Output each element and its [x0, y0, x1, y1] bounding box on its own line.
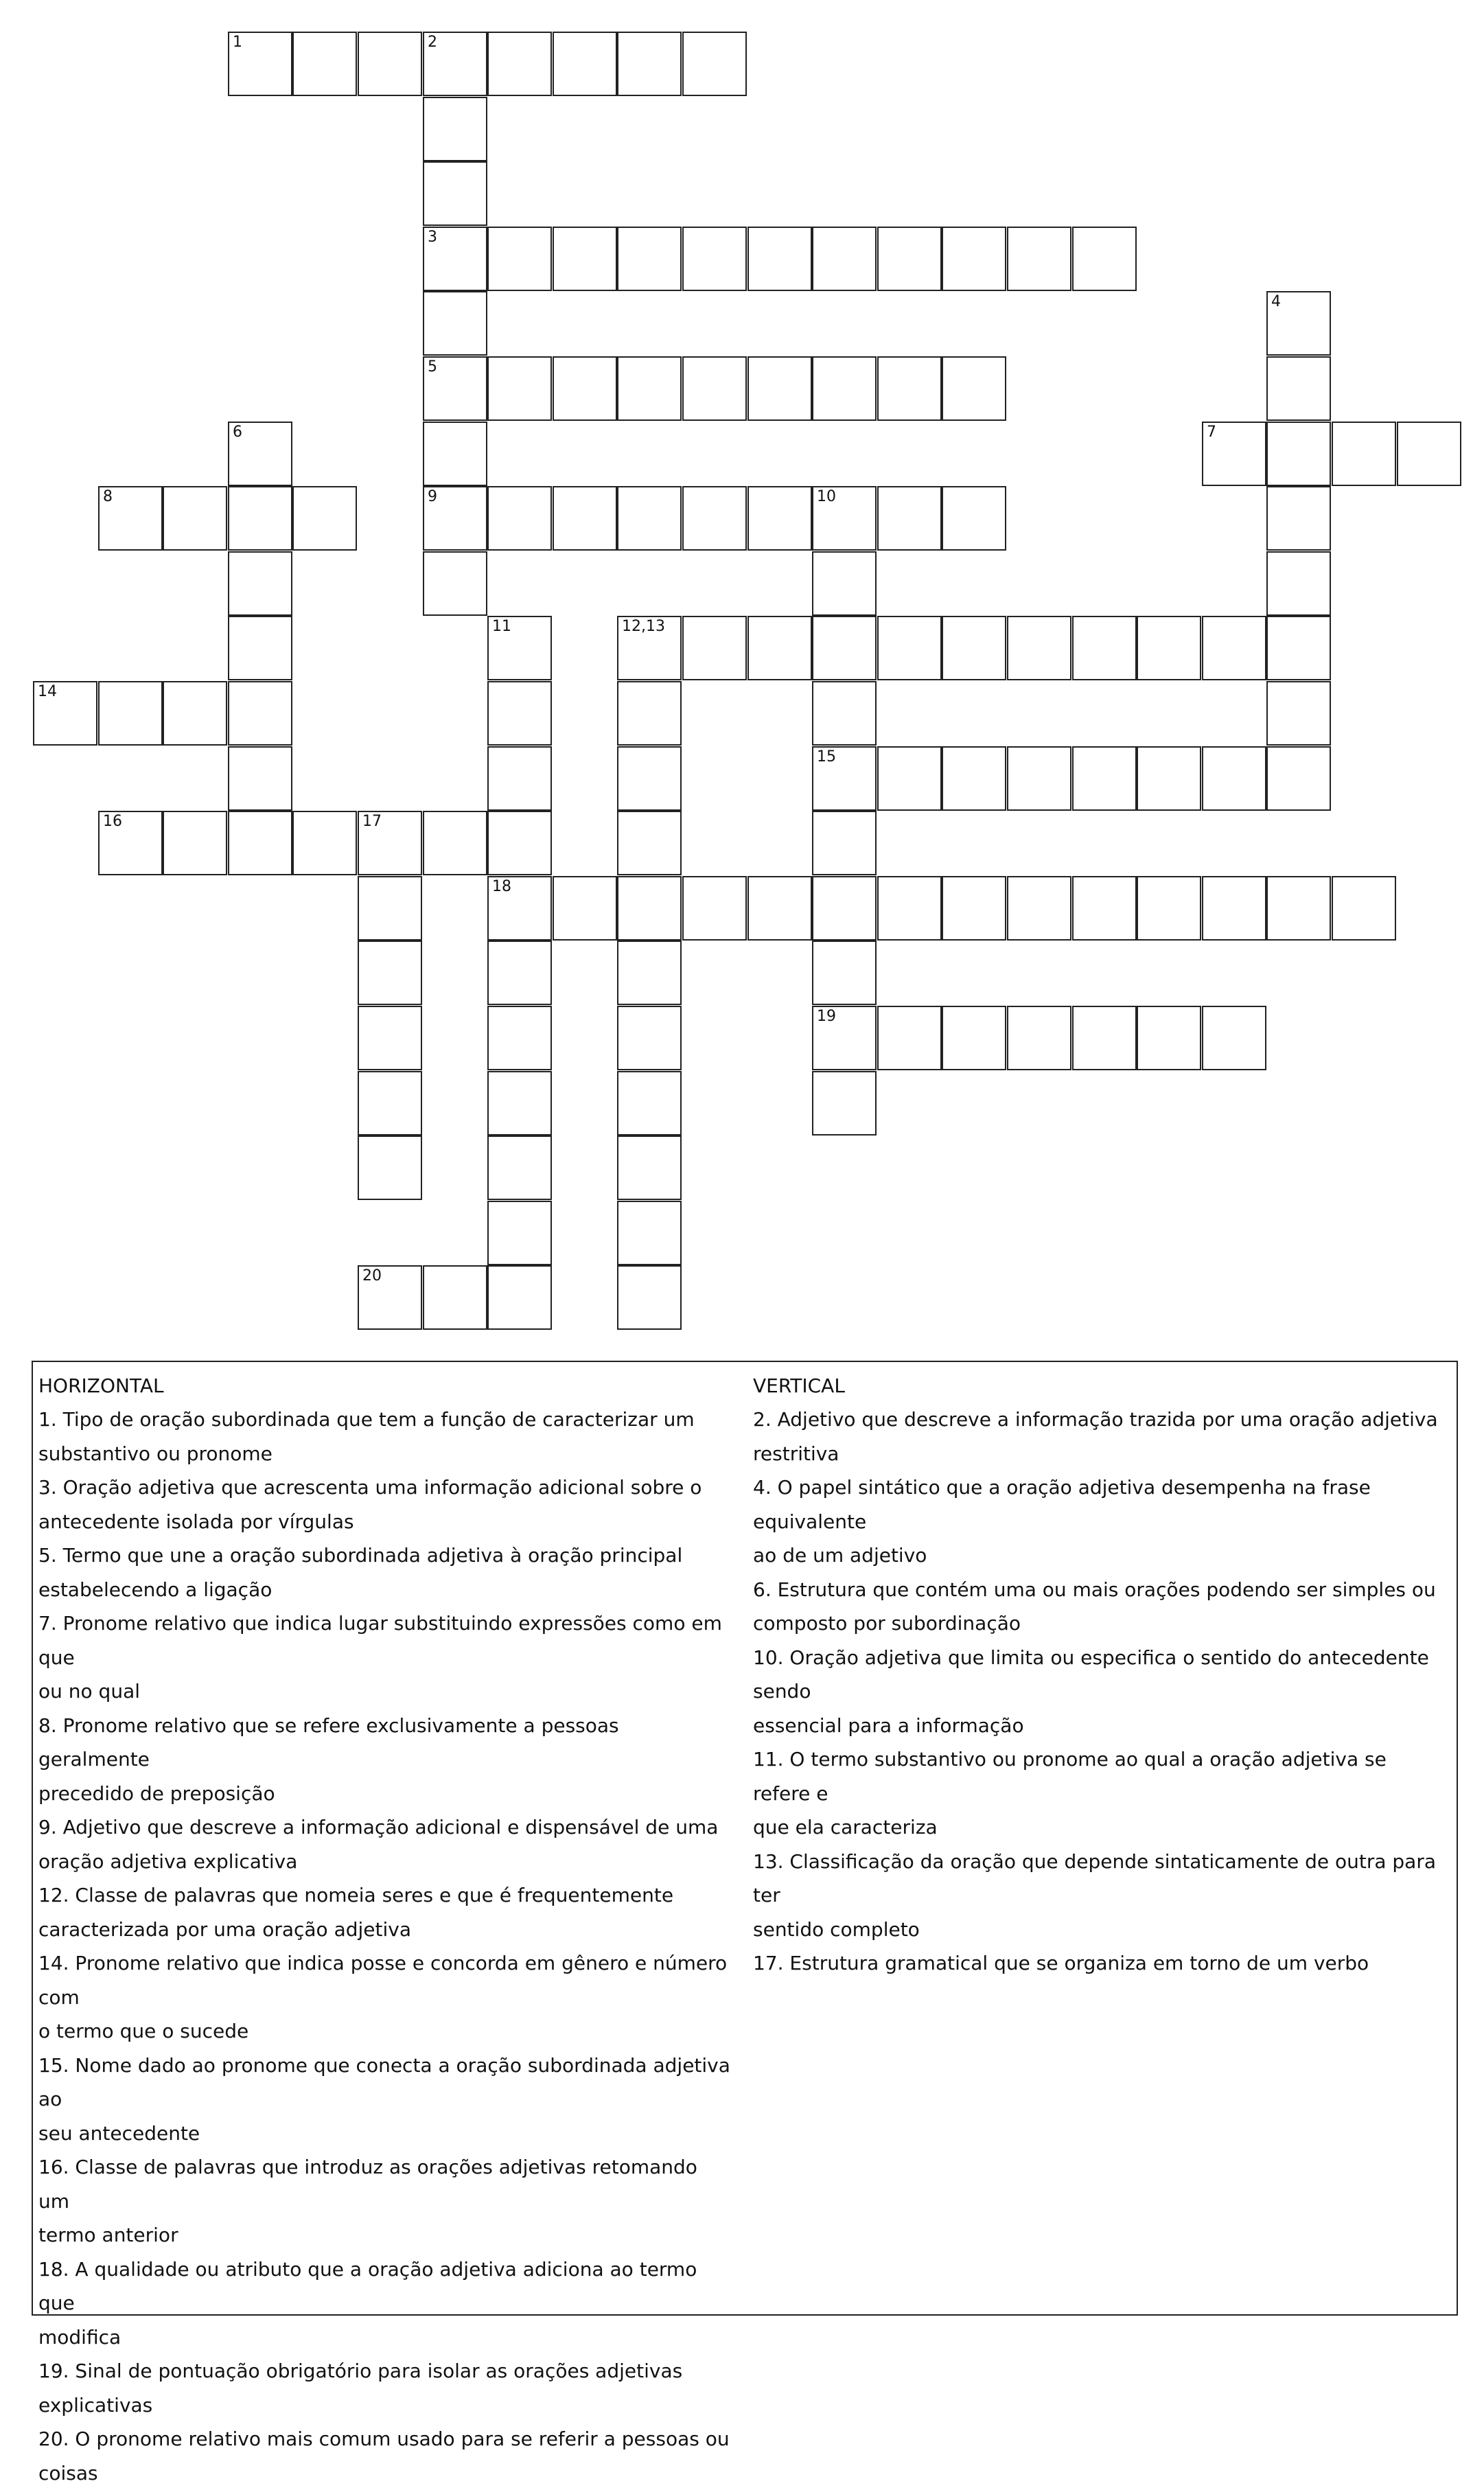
grid-cell[interactable] [942, 486, 1006, 551]
vertical-title: VERTICAL [753, 1369, 1446, 1403]
grid-cell[interactable] [617, 746, 682, 811]
grid-cell[interactable] [942, 746, 1006, 811]
grid-cell[interactable] [1007, 746, 1071, 811]
grid-cell[interactable] [617, 1201, 682, 1265]
grid-cell[interactable] [358, 811, 422, 875]
grid-cell[interactable] [423, 811, 487, 875]
clue-line: 2. Adjetivo que descreve a informação trazida por uma oração adjetiva [753, 1403, 1446, 1437]
grid-cell[interactable] [942, 876, 1006, 941]
grid-cell[interactable] [423, 97, 487, 161]
clue-number: 5 [428, 360, 437, 375]
grid-cell[interactable] [487, 681, 552, 746]
grid-cell[interactable] [1397, 422, 1461, 486]
clue-line: 12. Classe de palavras que nomeia seres e que é frequentemente [38, 1878, 732, 1913]
clue-line: restritiva [753, 1437, 1446, 1471]
grid-cell[interactable] [423, 1265, 487, 1330]
grid-cell[interactable] [358, 32, 422, 96]
clue-line: coisas [38, 2456, 732, 2490]
clue-line: ou no qual [38, 1674, 732, 1709]
grid-cell[interactable] [747, 876, 812, 941]
clue-number: 9 [428, 489, 437, 505]
grid-cell[interactable] [228, 551, 292, 616]
clue-line: 16. Classe de palavras que introduz as orações adjetivas retomando um [38, 2150, 732, 2218]
clue-line: 20. O pronome relativo mais comum usado para se referir a pessoas ou [38, 2422, 732, 2456]
clues-box [32, 1361, 1458, 2316]
clue-number: 10 [817, 489, 836, 505]
grid-cell[interactable] [423, 422, 487, 486]
grid-cell[interactable] [1266, 551, 1331, 616]
grid-cell[interactable] [228, 422, 292, 486]
grid-cell[interactable] [1137, 616, 1201, 680]
grid-cell[interactable] [812, 616, 877, 680]
grid-cell[interactable] [1202, 1006, 1266, 1070]
grid-cell[interactable] [812, 941, 877, 1005]
grid-cell[interactable] [487, 32, 552, 96]
grid-cell[interactable] [812, 746, 877, 811]
grid-cell[interactable] [228, 616, 292, 680]
grid-cell[interactable] [617, 1006, 682, 1070]
grid-cell[interactable] [553, 356, 617, 421]
clue-line: essencial para a informação [753, 1709, 1446, 1743]
grid-cell[interactable] [228, 681, 292, 746]
clue-line: 15. Nome dado ao pronome que conecta a oração subordinada adjetiva ao [38, 2049, 732, 2117]
clue-line: modifica [38, 2320, 732, 2355]
clue-number: 6 [233, 425, 242, 440]
grid-cell[interactable] [877, 227, 942, 291]
grid-cell[interactable] [487, 941, 552, 1005]
grid-cell[interactable] [1266, 681, 1331, 746]
grid-cell[interactable] [358, 1071, 422, 1136]
grid-cell[interactable] [1266, 876, 1331, 941]
grid-cell[interactable] [812, 1071, 877, 1136]
grid-cell[interactable] [423, 32, 487, 96]
clue-line: 14. Pronome relativo que indica posse e concorda em gênero e número com [38, 1946, 732, 2014]
grid-cell[interactable] [487, 811, 552, 875]
grid-cell[interactable] [487, 746, 552, 811]
clue-number: 14 [38, 684, 57, 700]
grid-cell[interactable] [1266, 356, 1331, 421]
grid-cell[interactable] [487, 1136, 552, 1200]
clue-line: explicativas [38, 2388, 732, 2423]
clue-number: 19 [817, 1009, 836, 1024]
grid-cell[interactable] [1266, 616, 1331, 680]
grid-cell[interactable] [487, 486, 552, 551]
grid-cell[interactable] [682, 356, 747, 421]
grid-cell[interactable] [617, 876, 682, 941]
clue-line: 13. Classificação da oração que depende sintaticamente de outra para ter [753, 1845, 1446, 1913]
grid-cell[interactable] [98, 811, 163, 875]
clue-line: sentido completo [753, 1913, 1446, 1947]
grid-cell[interactable] [228, 811, 292, 875]
clue-line: 9. Adjetivo que descreve a informação adicional e dispensável de uma [38, 1810, 732, 1845]
grid-cell[interactable] [487, 1071, 552, 1136]
grid-cell[interactable] [423, 356, 487, 421]
clue-line: 18. A qualidade ou atributo que a oração adjetiva adiciona ao termo que [38, 2252, 732, 2320]
grid-cell[interactable] [292, 486, 357, 551]
grid-cell[interactable] [487, 356, 552, 421]
clue-number: 11 [492, 619, 511, 634]
grid-cell[interactable] [1072, 876, 1137, 941]
grid-cell[interactable] [877, 486, 942, 551]
grid-cell[interactable] [877, 616, 942, 680]
grid-cell[interactable] [1266, 746, 1331, 811]
grid-cell[interactable] [682, 227, 747, 291]
grid-cell[interactable] [553, 486, 617, 551]
grid-cell[interactable] [163, 811, 227, 875]
grid-cell[interactable] [1332, 876, 1396, 941]
grid-cell[interactable] [553, 227, 617, 291]
grid-cell[interactable] [617, 1136, 682, 1200]
grid-cell[interactable] [812, 811, 877, 875]
grid-cell[interactable] [487, 616, 552, 680]
clue-number: 16 [103, 814, 122, 829]
grid-cell[interactable] [98, 681, 163, 746]
horizontal-title: HORIZONTAL [38, 1369, 732, 1403]
grid-cell[interactable] [487, 227, 552, 291]
grid-cell[interactable] [942, 227, 1006, 291]
clue-line: 6. Estrutura que contém uma ou mais orações podendo ser simples ou [753, 1573, 1446, 1607]
grid-cell[interactable] [617, 32, 682, 96]
clue-line: ao de um adjetivo [753, 1538, 1446, 1573]
grid-cell[interactable] [358, 1265, 422, 1330]
grid-cell[interactable] [682, 616, 747, 680]
grid-cell[interactable] [228, 32, 292, 96]
grid-cell[interactable] [812, 1006, 877, 1070]
grid-cell[interactable] [228, 486, 292, 551]
clue-number: 1 [233, 35, 242, 50]
clue-line: seu antecedente [38, 2117, 732, 2151]
grid-cell[interactable] [877, 876, 942, 941]
clue-line: substantivo ou pronome [38, 1437, 732, 1471]
grid-cell[interactable] [423, 161, 487, 226]
grid-cell[interactable] [682, 876, 747, 941]
grid-cell[interactable] [1202, 422, 1266, 486]
clue-line: 4. O papel sintático que a oração adjetiva desempenha na frase equivalente [753, 1471, 1446, 1538]
clue-number: 17 [362, 814, 382, 829]
grid-cell[interactable] [1072, 746, 1137, 811]
grid-cell[interactable] [358, 941, 422, 1005]
grid-cell[interactable] [942, 1006, 1006, 1070]
grid-cell[interactable] [617, 681, 682, 746]
grid-cell[interactable] [1202, 746, 1266, 811]
grid-cell[interactable] [1072, 1006, 1137, 1070]
clue-line: 10. Oração adjetiva que limita ou especifica o sentido do antecedente sendo [753, 1641, 1446, 1709]
grid-cell[interactable] [1137, 876, 1201, 941]
grid-cell[interactable] [617, 941, 682, 1005]
horizontal-clues [38, 1369, 732, 2490]
clue-number: 2 [428, 35, 437, 50]
grid-cell[interactable] [1266, 486, 1331, 551]
clue-number: 4 [1271, 295, 1281, 310]
grid-cell[interactable] [747, 356, 812, 421]
clue-line: 1. Tipo de oração subordinada que tem a função de caracterizar um [38, 1403, 732, 1437]
clue-line: 5. Termo que une a oração subordinada adjetiva à oração principal [38, 1538, 732, 1573]
grid-cell[interactable] [1332, 422, 1396, 486]
grid-cell[interactable] [553, 32, 617, 96]
grid-cell[interactable] [942, 356, 1006, 421]
clue-line: 17. Estrutura gramatical que se organiza em torno de um verbo [753, 1946, 1446, 1981]
grid-cell[interactable] [487, 1006, 552, 1070]
grid-cell[interactable] [1137, 1006, 1201, 1070]
grid-cell[interactable] [423, 486, 487, 551]
clue-number: 12,13 [622, 619, 665, 634]
grid-cell[interactable] [1202, 876, 1266, 941]
grid-cell[interactable] [617, 811, 682, 875]
clue-line: termo anterior [38, 2218, 732, 2252]
clue-line: 3. Oração adjetiva que acrescenta uma informação adicional sobre o [38, 1471, 732, 1505]
clue-line: oração adjetiva explicativa [38, 1845, 732, 1879]
grid-cell[interactable] [423, 291, 487, 356]
vertical-clue-list [753, 1403, 1446, 1981]
clue-number: 8 [103, 489, 113, 505]
grid-cell[interactable] [1007, 876, 1071, 941]
grid-cell[interactable] [292, 811, 357, 875]
grid-cell[interactable] [487, 1265, 552, 1330]
grid-cell[interactable] [812, 486, 877, 551]
clue-number: 18 [492, 879, 511, 895]
grid-cell[interactable] [747, 486, 812, 551]
grid-cell[interactable] [812, 681, 877, 746]
grid-cell[interactable] [617, 1265, 682, 1330]
clue-line: 7. Pronome relativo que indica lugar substituindo expressões como em que [38, 1606, 732, 1674]
grid-cell[interactable] [358, 876, 422, 941]
grid-cell[interactable] [553, 876, 617, 941]
clue-number: 7 [1207, 425, 1216, 440]
grid-cell[interactable] [1266, 291, 1331, 356]
grid-cell[interactable] [487, 876, 552, 941]
grid-cell[interactable] [942, 616, 1006, 680]
clue-number: 20 [362, 1269, 382, 1284]
grid-cell[interactable] [358, 1006, 422, 1070]
vertical-clues [753, 1369, 1446, 1981]
grid-cell[interactable] [163, 681, 227, 746]
grid-cell[interactable] [1137, 746, 1201, 811]
grid-cell[interactable] [877, 1006, 942, 1070]
clue-line: o termo que o sucede [38, 2014, 732, 2049]
grid-cell[interactable] [1007, 227, 1071, 291]
grid-cell[interactable] [1266, 422, 1331, 486]
grid-cell[interactable] [98, 486, 163, 551]
grid-cell[interactable] [292, 32, 357, 96]
horizontal-clue-list [38, 1403, 732, 2490]
clue-line: 19. Sinal de pontuação obrigatório para isolar as orações adjetivas [38, 2354, 732, 2388]
grid-cell[interactable] [812, 356, 877, 421]
grid-cell[interactable] [747, 227, 812, 291]
grid-cell[interactable] [617, 227, 682, 291]
grid-cell[interactable] [617, 616, 682, 680]
grid-cell[interactable] [33, 681, 97, 746]
grid-cell[interactable] [358, 1136, 422, 1200]
grid-cell[interactable] [877, 746, 942, 811]
grid-cell[interactable] [1202, 616, 1266, 680]
grid-cell[interactable] [1007, 616, 1071, 680]
grid-cell[interactable] [877, 356, 942, 421]
grid-cell[interactable] [423, 227, 487, 291]
grid-cell[interactable] [1072, 616, 1137, 680]
grid-cell[interactable] [423, 551, 487, 616]
grid-cell[interactable] [1072, 227, 1137, 291]
grid-cell[interactable] [747, 616, 812, 680]
clue-line: precedido de preposição [38, 1777, 732, 1811]
clue-number: 15 [817, 750, 836, 765]
clue-line: estabelecendo a ligação [38, 1573, 732, 1607]
grid-cell[interactable] [812, 227, 877, 291]
grid-cell[interactable] [812, 551, 877, 616]
grid-cell[interactable] [682, 32, 747, 96]
grid-cell[interactable] [163, 486, 227, 551]
grid-cell[interactable] [617, 486, 682, 551]
grid-cell[interactable] [1007, 1006, 1071, 1070]
grid-cell[interactable] [617, 356, 682, 421]
clue-line: 11. O termo substantivo ou pronome ao qual a oração adjetiva se refere e [753, 1742, 1446, 1810]
grid-cell[interactable] [617, 1071, 682, 1136]
clue-number: 3 [428, 230, 437, 245]
grid-cell[interactable] [682, 486, 747, 551]
grid-cell[interactable] [228, 746, 292, 811]
clue-line: 8. Pronome relativo que se refere exclusivamente a pessoas geralmente [38, 1709, 732, 1777]
grid-cell[interactable] [487, 1201, 552, 1265]
clue-line: composto por subordinação [753, 1606, 1446, 1641]
grid-cell[interactable] [812, 876, 877, 941]
clue-line: caracterizada por uma oração adjetiva [38, 1913, 732, 1947]
clue-line: que ela caracteriza [753, 1810, 1446, 1845]
clue-line: antecedente isolada por vírgulas [38, 1505, 732, 1539]
